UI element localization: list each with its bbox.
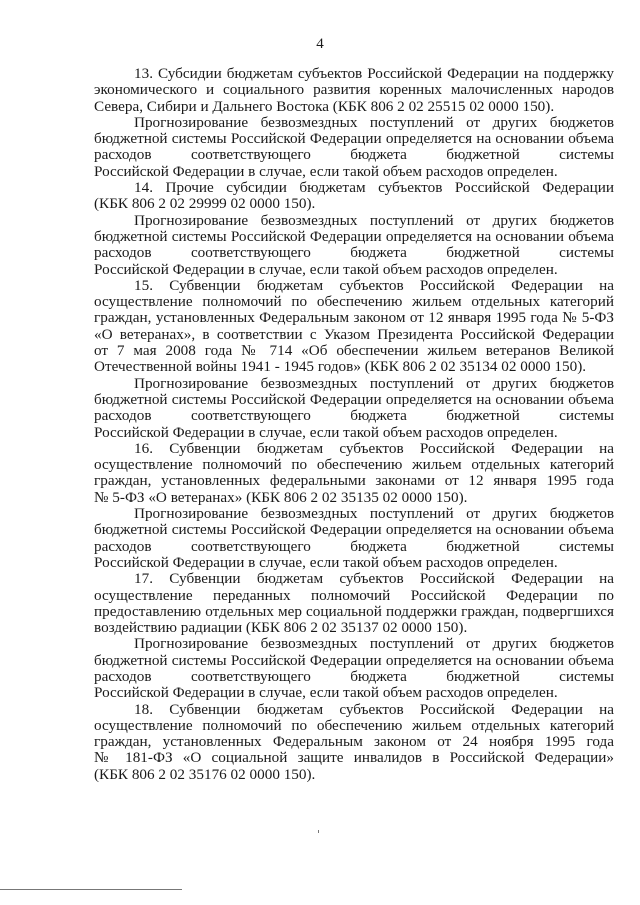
text-line: 18. Субвенции бюджетам субъектов Российской Федерации на	[134, 700, 614, 718]
text-line: Российской Федерации в случае, если такой объем расходов определен.	[94, 553, 558, 571]
text-line: Севера, Сибири и Дальнего Востока (КБК 806 2 02 25515 02 0000 150).	[94, 97, 555, 115]
text-line: бюджетной системы Российской Федерации определяется на основании объема	[94, 227, 614, 245]
paragraph-item-16	[94, 441, 614, 506]
text-line: осуществление полномочий по обеспечению жильем отдельных категорий	[94, 456, 614, 474]
text-line: Российской Федерации в случае, если такой объем расходов определен.	[94, 260, 558, 278]
text-line: осуществление полномочий по обеспечению жильем отдельных категорий	[94, 293, 614, 311]
scan-mark	[318, 830, 319, 833]
text-line: граждан, установленных Федеральным законом от 12 января 1995 года № 5-ФЗ	[94, 309, 614, 327]
paragraph-forecast	[94, 213, 614, 278]
text-line: 17. Субвенции бюджетам субъектов Российской Федерации на	[134, 570, 614, 588]
paragraph-forecast	[94, 376, 614, 441]
paragraph-item-15	[94, 278, 614, 376]
text-line: (КБК 806 2 02 35176 02 0000 150).	[94, 765, 316, 783]
paragraph-forecast	[94, 506, 614, 571]
text-line: расходов соответствующего бюджета бюджетной системы	[94, 537, 614, 555]
text-line: бюджетной системы Российской Федерации определяется на основании объема	[94, 651, 614, 669]
text-line: Прогнозирование безвозмездных поступлений от других бюджетов	[134, 505, 614, 523]
document-body	[94, 66, 614, 783]
page-number: 4	[316, 36, 324, 52]
text-line: воздействию радиации (КБК 806 2 02 35137 02 0000 150).	[94, 619, 468, 637]
text-line: Прогнозирование безвозмездных поступлений от других бюджетов	[134, 113, 614, 131]
text-line: предоставлению отдельных мер социальной поддержки граждан, подвергшихся	[94, 602, 614, 620]
paragraph-forecast	[94, 636, 614, 701]
text-line: осуществление полномочий по обеспечению жильем отдельных категорий	[94, 716, 614, 734]
text-line: Отечественной войны 1941 - 1945 годов» (КБК 806 2 02 35134 02 0000 150).	[94, 358, 587, 376]
bottom-rule	[0, 889, 182, 890]
text-line: 13. Субсидии бюджетам субъектов Российской Федерации на поддержку	[134, 65, 614, 82]
text-line: Прогнозирование безвозмездных поступлений от других бюджетов	[134, 635, 614, 653]
text-line: экономического и социального развития коренных малочисленных народов	[94, 81, 614, 99]
text-line: расходов соответствующего бюджета бюджетной системы	[94, 244, 614, 262]
text-line: граждан, установленных федеральными законами от 12 января 1995 года	[94, 472, 614, 490]
text-line: от 7 мая 2008 года № 714 «Об обеспечении жильем ветеранов Великой	[94, 342, 614, 360]
text-line: (КБК 806 2 02 29999 02 0000 150).	[94, 195, 316, 213]
text-line: 15. Субвенции бюджетам субъектов Российской Федерации на	[134, 276, 614, 294]
text-line: 16. Субвенции бюджетам субъектов Российской Федерации на	[134, 439, 614, 457]
paragraph-item-13	[94, 66, 614, 115]
text-line: Российской Федерации в случае, если такой объем расходов определен.	[94, 423, 558, 441]
text-line: граждан, установленных Федеральным законом от 24 ноября 1995 года	[94, 733, 614, 751]
text-line: осуществление переданных полномочий Российской Федерации по	[94, 586, 614, 604]
text-line: 14. Прочие субсидии бюджетам субъектов Российской Федерации	[134, 179, 614, 197]
text-line: «О ветеранах», в соответствии с Указом Президента Российской Федерации	[94, 325, 614, 343]
text-line: Прогнозирование безвозмездных поступлений от других бюджетов	[134, 211, 614, 229]
text-line: Российской Федерации в случае, если такой объем расходов определен.	[94, 684, 558, 702]
paragraph-item-18	[94, 702, 614, 783]
text-line: бюджетной системы Российской Федерации определяется на основании объема	[94, 390, 614, 408]
text-line: бюджетной системы Российской Федерации определяется на основании объема	[94, 130, 614, 148]
text-line: № 181-ФЗ «О социальной защите инвалидов в Российской Федерации»	[94, 749, 614, 767]
text-line: Российской Федерации в случае, если такой объем расходов определен.	[94, 162, 558, 180]
text-line: расходов соответствующего бюджета бюджетной системы	[94, 146, 614, 164]
text-line: расходов соответствующего бюджета бюджетной системы	[94, 667, 614, 685]
paragraph-item-14	[94, 180, 614, 213]
text-line: № 5-ФЗ «О ветеранах» (КБК 806 2 02 35135 02 0000 150).	[94, 488, 468, 506]
text-line: расходов соответствующего бюджета бюджетной системы	[94, 407, 614, 425]
paragraph-forecast	[94, 115, 614, 180]
paragraph-item-17	[94, 571, 614, 636]
text-line: Прогнозирование безвозмездных поступлений от других бюджетов	[134, 374, 614, 392]
text-line: бюджетной системы Российской Федерации определяется на основании объема	[94, 521, 614, 539]
